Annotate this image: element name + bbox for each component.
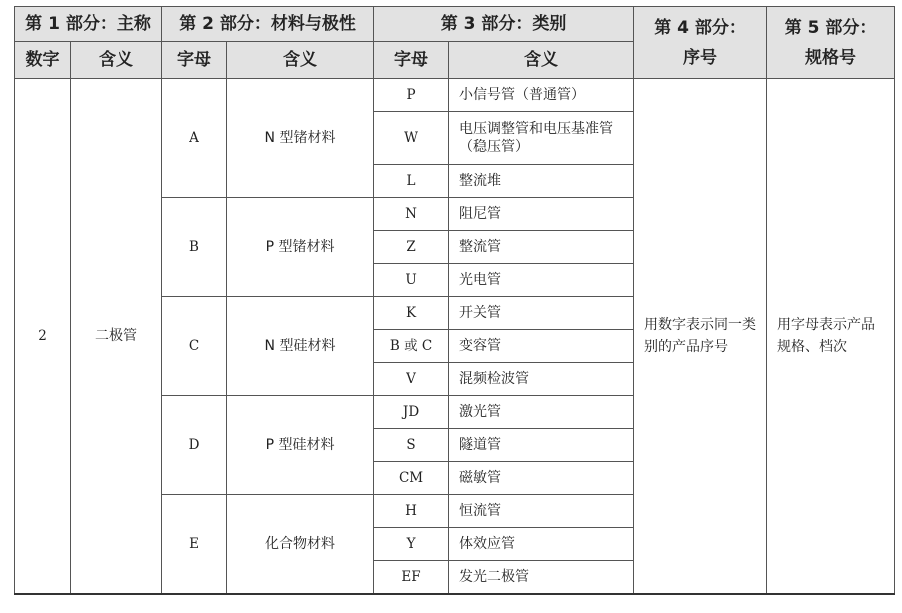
- category-letter: Z: [374, 231, 449, 264]
- category-letter: B 或 C: [374, 330, 449, 363]
- diode-naming-table: [14, 6, 895, 595]
- part1-digit: 2: [15, 79, 71, 595]
- category-meaning: 电压调整管和电压基准管（稳压管）: [449, 112, 634, 165]
- table-row: [15, 79, 895, 112]
- category-meaning: 隧道管: [449, 429, 634, 462]
- category-meaning: 体效应管: [449, 528, 634, 561]
- category-letter: N: [374, 198, 449, 231]
- category-meaning: 混频检波管: [449, 363, 634, 396]
- category-letter: K: [374, 297, 449, 330]
- category-letter: P: [374, 79, 449, 112]
- category-letter: Y: [374, 528, 449, 561]
- column-header-digit: 数字: [15, 42, 71, 79]
- category-letter: U: [374, 264, 449, 297]
- part5-header-sub: 规格号: [805, 47, 857, 68]
- column-header-part3-letter: 字母: [374, 42, 449, 79]
- category-letter: EF: [374, 561, 449, 595]
- part5-header-title: 第 5 部分：: [784, 17, 877, 38]
- column-header-part2-meaning: 含义: [227, 42, 374, 79]
- material-letter: E: [162, 495, 227, 595]
- category-letter: JD: [374, 396, 449, 429]
- material-letter: A: [162, 79, 227, 198]
- category-meaning: 磁敏管: [449, 462, 634, 495]
- material-meaning: N 型硅材料: [227, 297, 374, 396]
- category-meaning: 整流堆: [449, 165, 634, 198]
- category-letter: V: [374, 363, 449, 396]
- category-meaning: 阻尼管: [449, 198, 634, 231]
- category-meaning: 小信号管（普通管）: [449, 79, 634, 112]
- column-header-part1-meaning: 含义: [71, 42, 162, 79]
- category-letter: L: [374, 165, 449, 198]
- category-letter: CM: [374, 462, 449, 495]
- part4-header: [634, 7, 767, 79]
- part1-header: 第 1 部分：主称: [15, 7, 162, 42]
- material-letter: C: [162, 297, 227, 396]
- material-meaning: P 型锗材料: [227, 198, 374, 297]
- category-letter: S: [374, 429, 449, 462]
- part1-meaning: 二极管: [71, 79, 162, 595]
- material-meaning: P 型硅材料: [227, 396, 374, 495]
- part5-header: [767, 7, 895, 79]
- part3-header: 第 3 部分：类别: [374, 7, 634, 42]
- category-meaning: 开关管: [449, 297, 634, 330]
- category-letter: W: [374, 112, 449, 165]
- material-letter: B: [162, 198, 227, 297]
- part2-header: 第 2 部分：材料与极性: [162, 7, 374, 42]
- part4-header-sub: 序号: [683, 47, 718, 68]
- category-meaning: 激光管: [449, 396, 634, 429]
- category-meaning: 恒流管: [449, 495, 634, 528]
- material-letter: D: [162, 396, 227, 495]
- category-letter: H: [374, 495, 449, 528]
- category-meaning: 发光二极管: [449, 561, 634, 595]
- category-meaning: 变容管: [449, 330, 634, 363]
- part5-description: 用字母表示产品规格、档次: [767, 79, 895, 595]
- category-meaning: 光电管: [449, 264, 634, 297]
- column-header-part3-meaning: 含义: [449, 42, 634, 79]
- part4-description: 用数字表示同一类别的产品序号: [634, 79, 767, 595]
- material-meaning: N 型锗材料: [227, 79, 374, 198]
- part4-header-title: 第 4 部分：: [654, 17, 746, 38]
- category-meaning: 整流管: [449, 231, 634, 264]
- material-meaning: 化合物材料: [227, 495, 374, 595]
- column-header-part2-letter: 字母: [162, 42, 227, 79]
